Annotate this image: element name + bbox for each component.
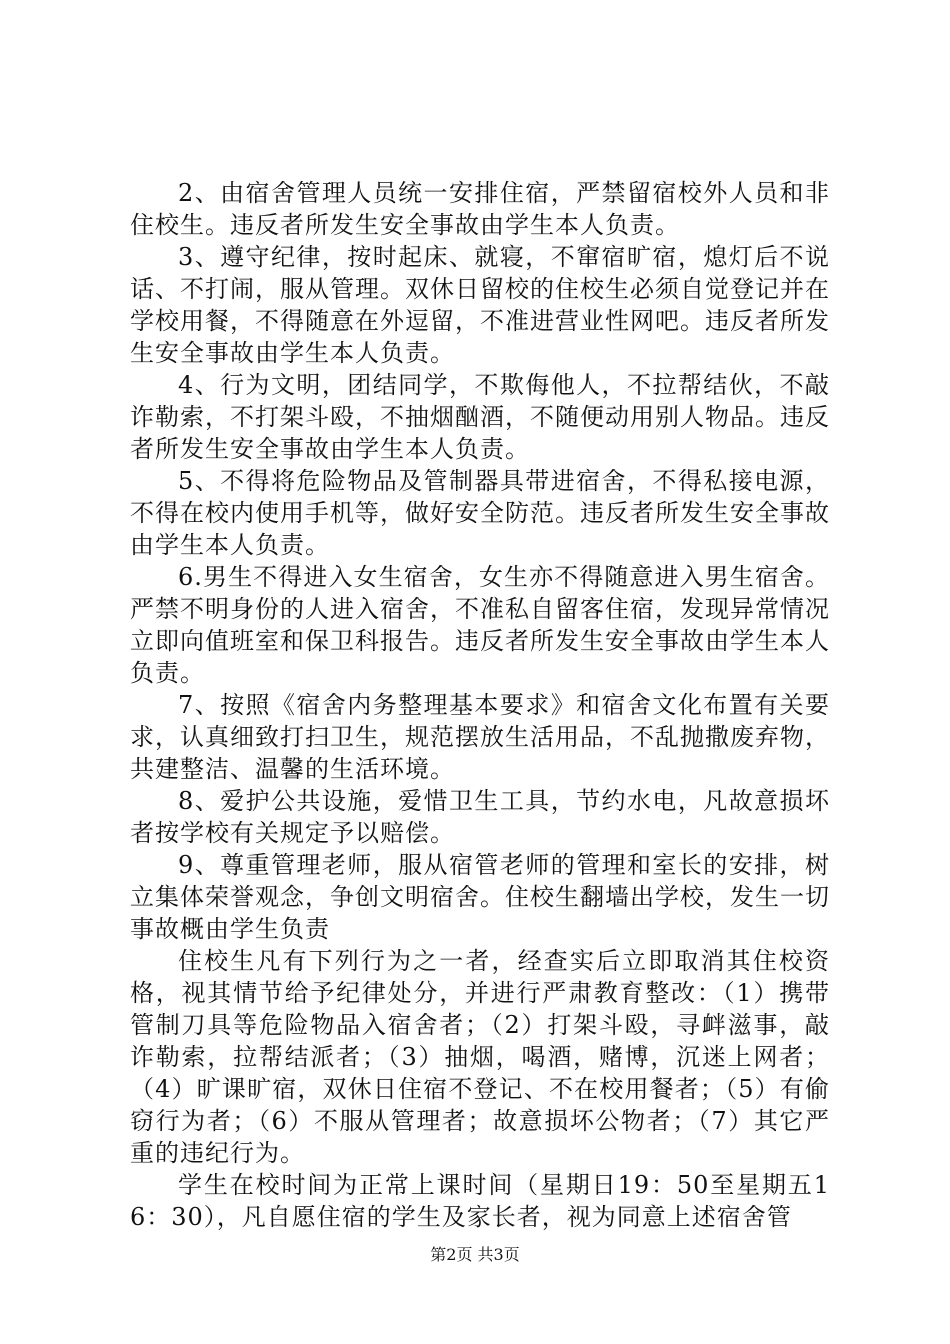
paragraph-rule-7: 7、按照《宿舍内务整理基本要求》和宿舍文化布置有关要求，认真细致打扫卫生，规范摆放生活用品，不乱抛撒废弃物，共建整洁、温馨的生活环境。 bbox=[130, 691, 830, 783]
paragraph-rule-4: 4、行为文明，团结同学，不欺侮他人，不拉帮结伙，不敲诈勒索，不打架斗殴，不抽烟酗酒，不随便动用别人物品。违反者所发生安全事故由学生本人负责。 bbox=[130, 371, 830, 463]
paragraph-rule-5: 5、不得将危险物品及管制器具带进宿舍，不得私接电源，不得在校内使用手机等，做好安全防范。违反者所发生安全事故由学生本人负责。 bbox=[130, 467, 830, 559]
paragraph-school-hours: 学生在校时间为正常上课时间（星期日19：50至星期五16：30），凡自愿住宿的学生及家长者，视为同意上述宿舍管 bbox=[130, 1171, 830, 1231]
page-number-footer: 第2页 共3页 bbox=[430, 1245, 520, 1264]
paragraph-rule-6: 6.男生不得进入女生宿舍，女生亦不得随意进入男生宿舍。严禁不明身份的人进入宿舍，不准私自留客住宿，发现异常情况立即向值班室和保卫科报告。违反者所发生安全事故由学生本人负责。 bbox=[130, 563, 830, 687]
paragraph-rule-2: 2、由宿舍管理人员统一安排住宿，严禁留宿校外人员和非住校生。违反者所发生安全事故由学生本人负责。 bbox=[130, 179, 830, 239]
document-body bbox=[130, 177, 830, 1233]
paragraph-disqualification: 住校生凡有下列行为之一者，经查实后立即取消其住校资格，视其情节给予纪律处分，并进行严肃教育整改：（1）携带管制刀具等危险物品入宿舍者；（2）打架斗殴，寻衅滋事，敲诈勒索，拉帮结派者；（3）抽烟，喝酒，赌博，沉迷上网者；（4）旷课旷宿，双休日住宿不登记、不在校用餐者；（5）有偷窃行为者；（6）不服从管理者；故意损坏公物者；（7）其它严重的违纪行为。 bbox=[130, 947, 830, 1167]
paragraph-rule-8: 8、爱护公共设施，爱惜卫生工具，节约水电，凡故意损坏者按学校有关规定予以赔偿。 bbox=[130, 787, 830, 847]
paragraph-rule-3: 3、遵守纪律，按时起床、就寝，不窜宿旷宿，熄灯后不说话、不打闹，服从管理。双休日留校的住校生必须自觉登记并在学校用餐，不得随意在外逗留，不准进营业性网吧。违反者所发生安全事故由学生本人负责。 bbox=[130, 243, 830, 367]
paragraph-rule-9: 9、尊重管理老师，服从宿管老师的管理和室长的安排，树立集体荣誉观念，争创文明宿舍。住校生翻墙出学校，发生一切事故概由学生负责 bbox=[130, 851, 830, 943]
